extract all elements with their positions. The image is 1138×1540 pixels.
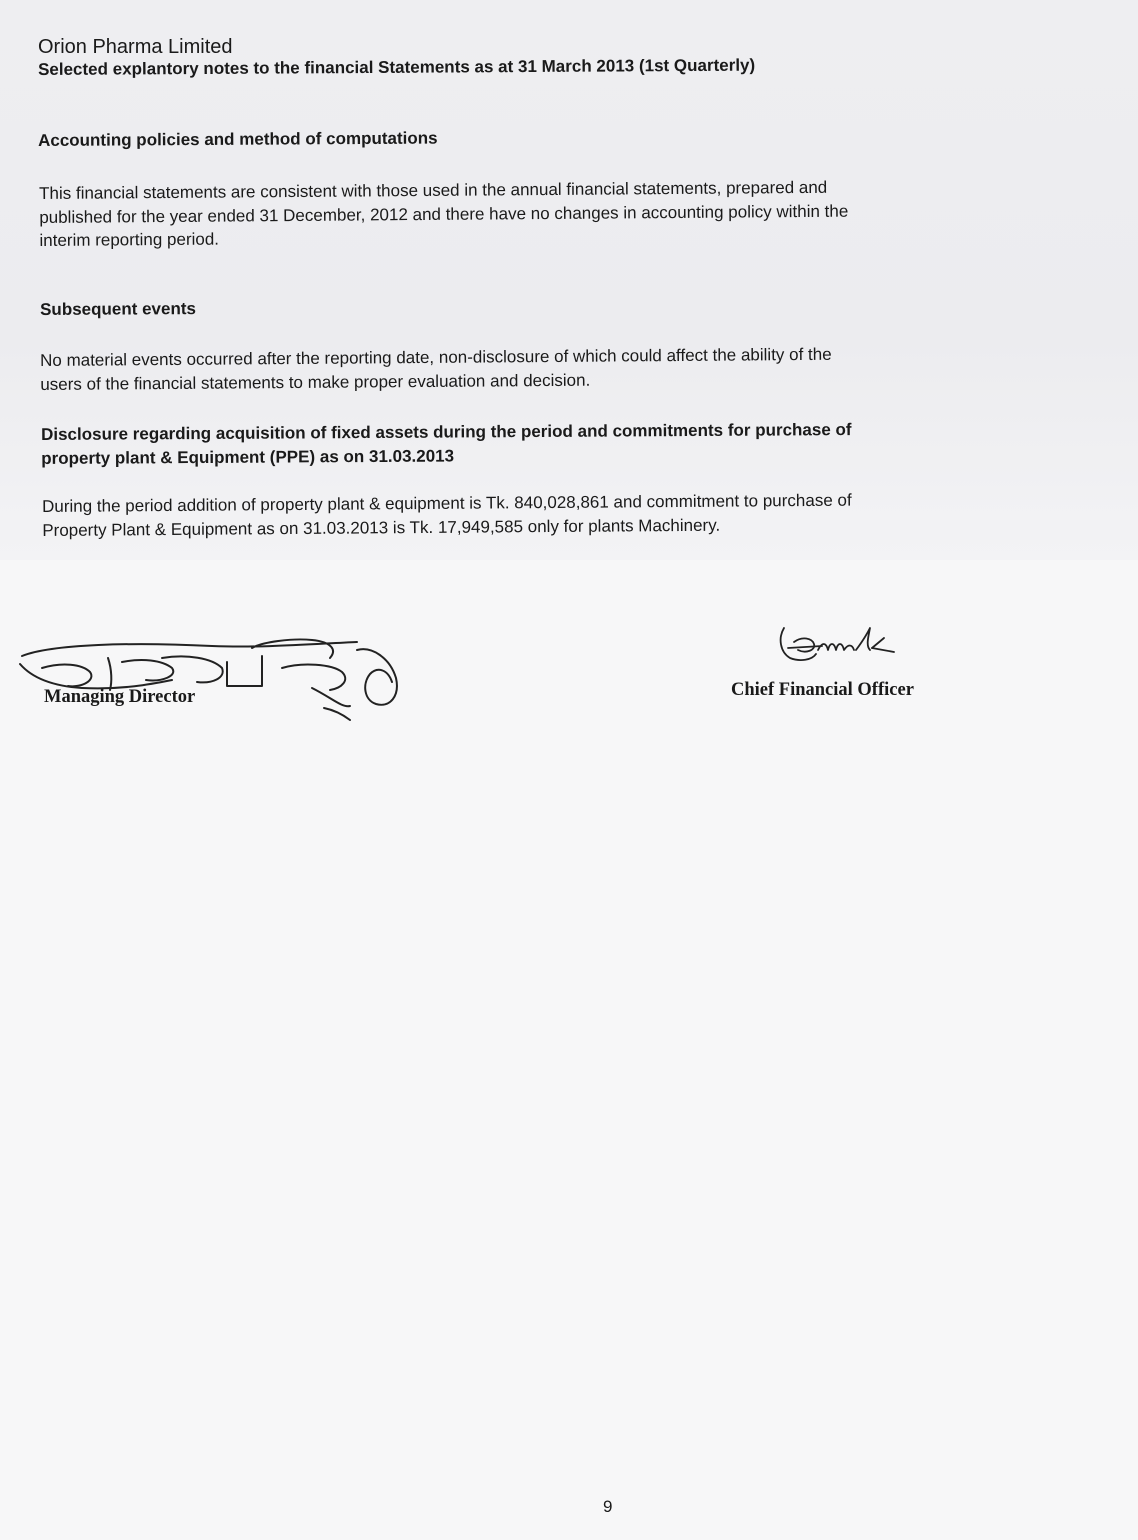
managing-director-label: Managing Director <box>44 687 196 707</box>
heading-line: Disclosure regarding acquisition of fixed assets during the period and commitments for purchase of <box>41 420 852 444</box>
section-body-accounting-policies <box>39 176 849 253</box>
managing-director-signature <box>12 628 412 728</box>
section-body-fixed-assets <box>42 489 852 542</box>
body-line: During the period addition of property plant & equipment is Tk. 840,028,861 and commitment to purchase of <box>42 490 852 516</box>
section-heading-accounting-policies: Accounting policies and method of computations <box>38 128 438 150</box>
section-heading-subsequent-events: Subsequent events <box>40 299 196 319</box>
body-line: No material events occurred after the reporting date, non-disclosure of which could affect the ability of the <box>40 344 832 370</box>
body-line: Property Plant & Equipment as on 31.03.2013 is Tk. 17,949,585 only for plants Machinery. <box>42 515 721 540</box>
company-name: Orion Pharma Limited <box>38 36 233 58</box>
document-subtitle: Selected explantory notes to the financial Statements as at 31 March 2013 (1st Quarterly) <box>38 55 756 79</box>
body-line: This financial statements are consistent with those used in the annual financial statements, prepared and <box>39 177 828 203</box>
page-number: 9 <box>603 1497 613 1516</box>
section-heading-fixed-assets <box>41 418 852 471</box>
heading-line: property plant & Equipment (PPE) as on 31.03.2013 <box>41 446 455 468</box>
section-body-subsequent-events <box>40 343 832 396</box>
chief-financial-officer-label: Chief Financial Officer <box>731 680 914 700</box>
body-line: published for the year ended 31 December, 2012 and there have no changes in accounting policy within the <box>39 201 849 227</box>
body-line: interim reporting period. <box>39 229 220 250</box>
body-line: users of the financial statements to make proper evaluation and decision. <box>40 370 591 394</box>
cfo-signature <box>772 622 902 666</box>
